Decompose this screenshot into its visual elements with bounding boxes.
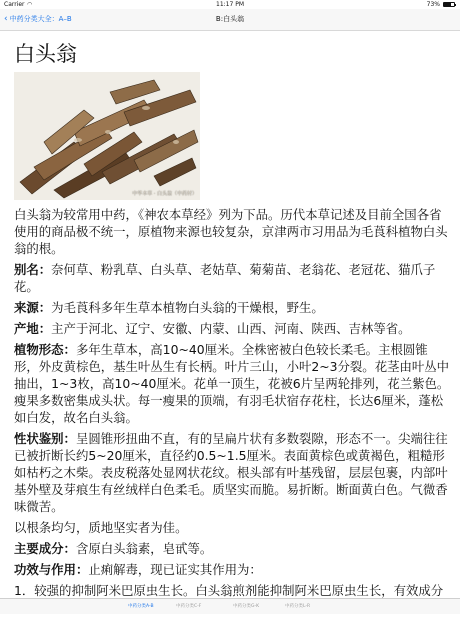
chevron-left-icon: ‹ xyxy=(4,14,8,24)
section-label: 植物形态： xyxy=(14,342,76,357)
section-text: 1．较强的抑制阿米巴原虫生长。白头翁煎剂能抑制阿米巴原虫生长，有效成分 xyxy=(14,583,444,598)
battery-percent: 73% xyxy=(426,1,440,8)
herb-section xyxy=(14,261,450,295)
section-text: 奈何草、粉乳草、白头草、老姑草、菊菊苗、老翁花、老冠花、猫爪子花。 xyxy=(14,262,436,294)
section-label: 产地： xyxy=(14,321,52,336)
herb-section xyxy=(14,299,450,316)
tab-3[interactable]: 中药分类L-R xyxy=(285,604,311,609)
page-title: B:白头翁 xyxy=(215,15,245,23)
section-text: 为毛莨科多年生草本植物白头翁的干燥根，野生。 xyxy=(51,300,324,315)
tab-1[interactable]: 中药分类C-F xyxy=(176,604,202,609)
herb-sections xyxy=(14,261,450,616)
herb-section xyxy=(14,519,450,536)
herb-section xyxy=(14,341,450,426)
section-label: 性状鉴别： xyxy=(14,431,76,446)
navigation-bar xyxy=(0,9,460,31)
battery-fill xyxy=(444,3,451,6)
section-text: 以根条均匀，质地坚实者为佳。 xyxy=(14,520,188,535)
tab-2[interactable]: 中药分类G-K xyxy=(233,604,260,609)
herb-section xyxy=(14,320,450,337)
section-text: 含原白头翁素，皂甙等。 xyxy=(75,541,213,556)
section-label: 来源： xyxy=(14,300,52,315)
dried-root-illustration xyxy=(14,72,200,200)
section-label: 功效与作用： xyxy=(14,562,89,577)
back-button-label: 中药分类大全：A–B xyxy=(9,15,72,23)
wifi-icon: ◠ xyxy=(27,1,33,8)
tab-bar xyxy=(0,598,460,614)
status-bar xyxy=(0,0,460,9)
section-text: 主产于河北、辽宁、安徽、内蒙、山西、河南、陕西、吉林等省。 xyxy=(51,321,411,336)
herb-title: 白头翁 xyxy=(14,42,77,66)
section-label: 别名： xyxy=(14,262,52,277)
section-text: 呈圆锥形扭曲不直，有的呈扁片状有多数裂隙，形态不一。尖端往往已被折断长约5~20厘米，直径约0.5~1.5厘米。表面黄棕色或黄褐色，粗糙形如枯朽之木柴。表皮税落处显网状花纹。根头部有叶基残留，层层包裹，内部叶基外壁及芽痕生有丝绒样白色柔毛。质坚实而脆。易折断。断面黄白色。气微香味微苦。 xyxy=(14,431,448,514)
back-button[interactable] xyxy=(4,9,72,30)
tab-0[interactable]: 中药分类A-B xyxy=(128,604,154,609)
section-text: 多年生草本，高10~40厘米。全株密被白色较长柔毛。主根圆锥形，外皮黄棕色，基生叶丛生有长柄。叶片三山，小叶2~3分裂。花茎由叶丛中抽出，1~3枚，高10~40厘米。花单一顶生，花被6片呈两轮排列，花兰紫色。瘦果多数密集成头状。每一瘦果的顶端，有羽毛状宿存花柱，长达6厘米，蓬松如白发，故名白头翁。 xyxy=(14,342,450,425)
battery-icon xyxy=(443,2,455,7)
intro-paragraph: 白头翁为较常用中药，《神农本草经》列为下品。历代本草记述及目前全国各省使用的商品极不统一，原植物来源也较复杂，京津两市习用品为毛莨科植物白头翁的根。 xyxy=(14,207,448,256)
status-time: 11:17 PM xyxy=(216,1,244,8)
herb-section xyxy=(14,561,450,578)
herb-section xyxy=(14,540,450,557)
photo-caption: 中华本草 · 白头翁（中药材） xyxy=(132,191,197,197)
article-content xyxy=(14,40,450,620)
section-text: 止痢解毒，现已证实其作用为： xyxy=(88,562,262,577)
herb-photo xyxy=(14,72,200,200)
herb-section xyxy=(14,430,450,515)
carrier-label: Carrier xyxy=(4,1,25,8)
section-label: 主要成分： xyxy=(14,541,76,556)
